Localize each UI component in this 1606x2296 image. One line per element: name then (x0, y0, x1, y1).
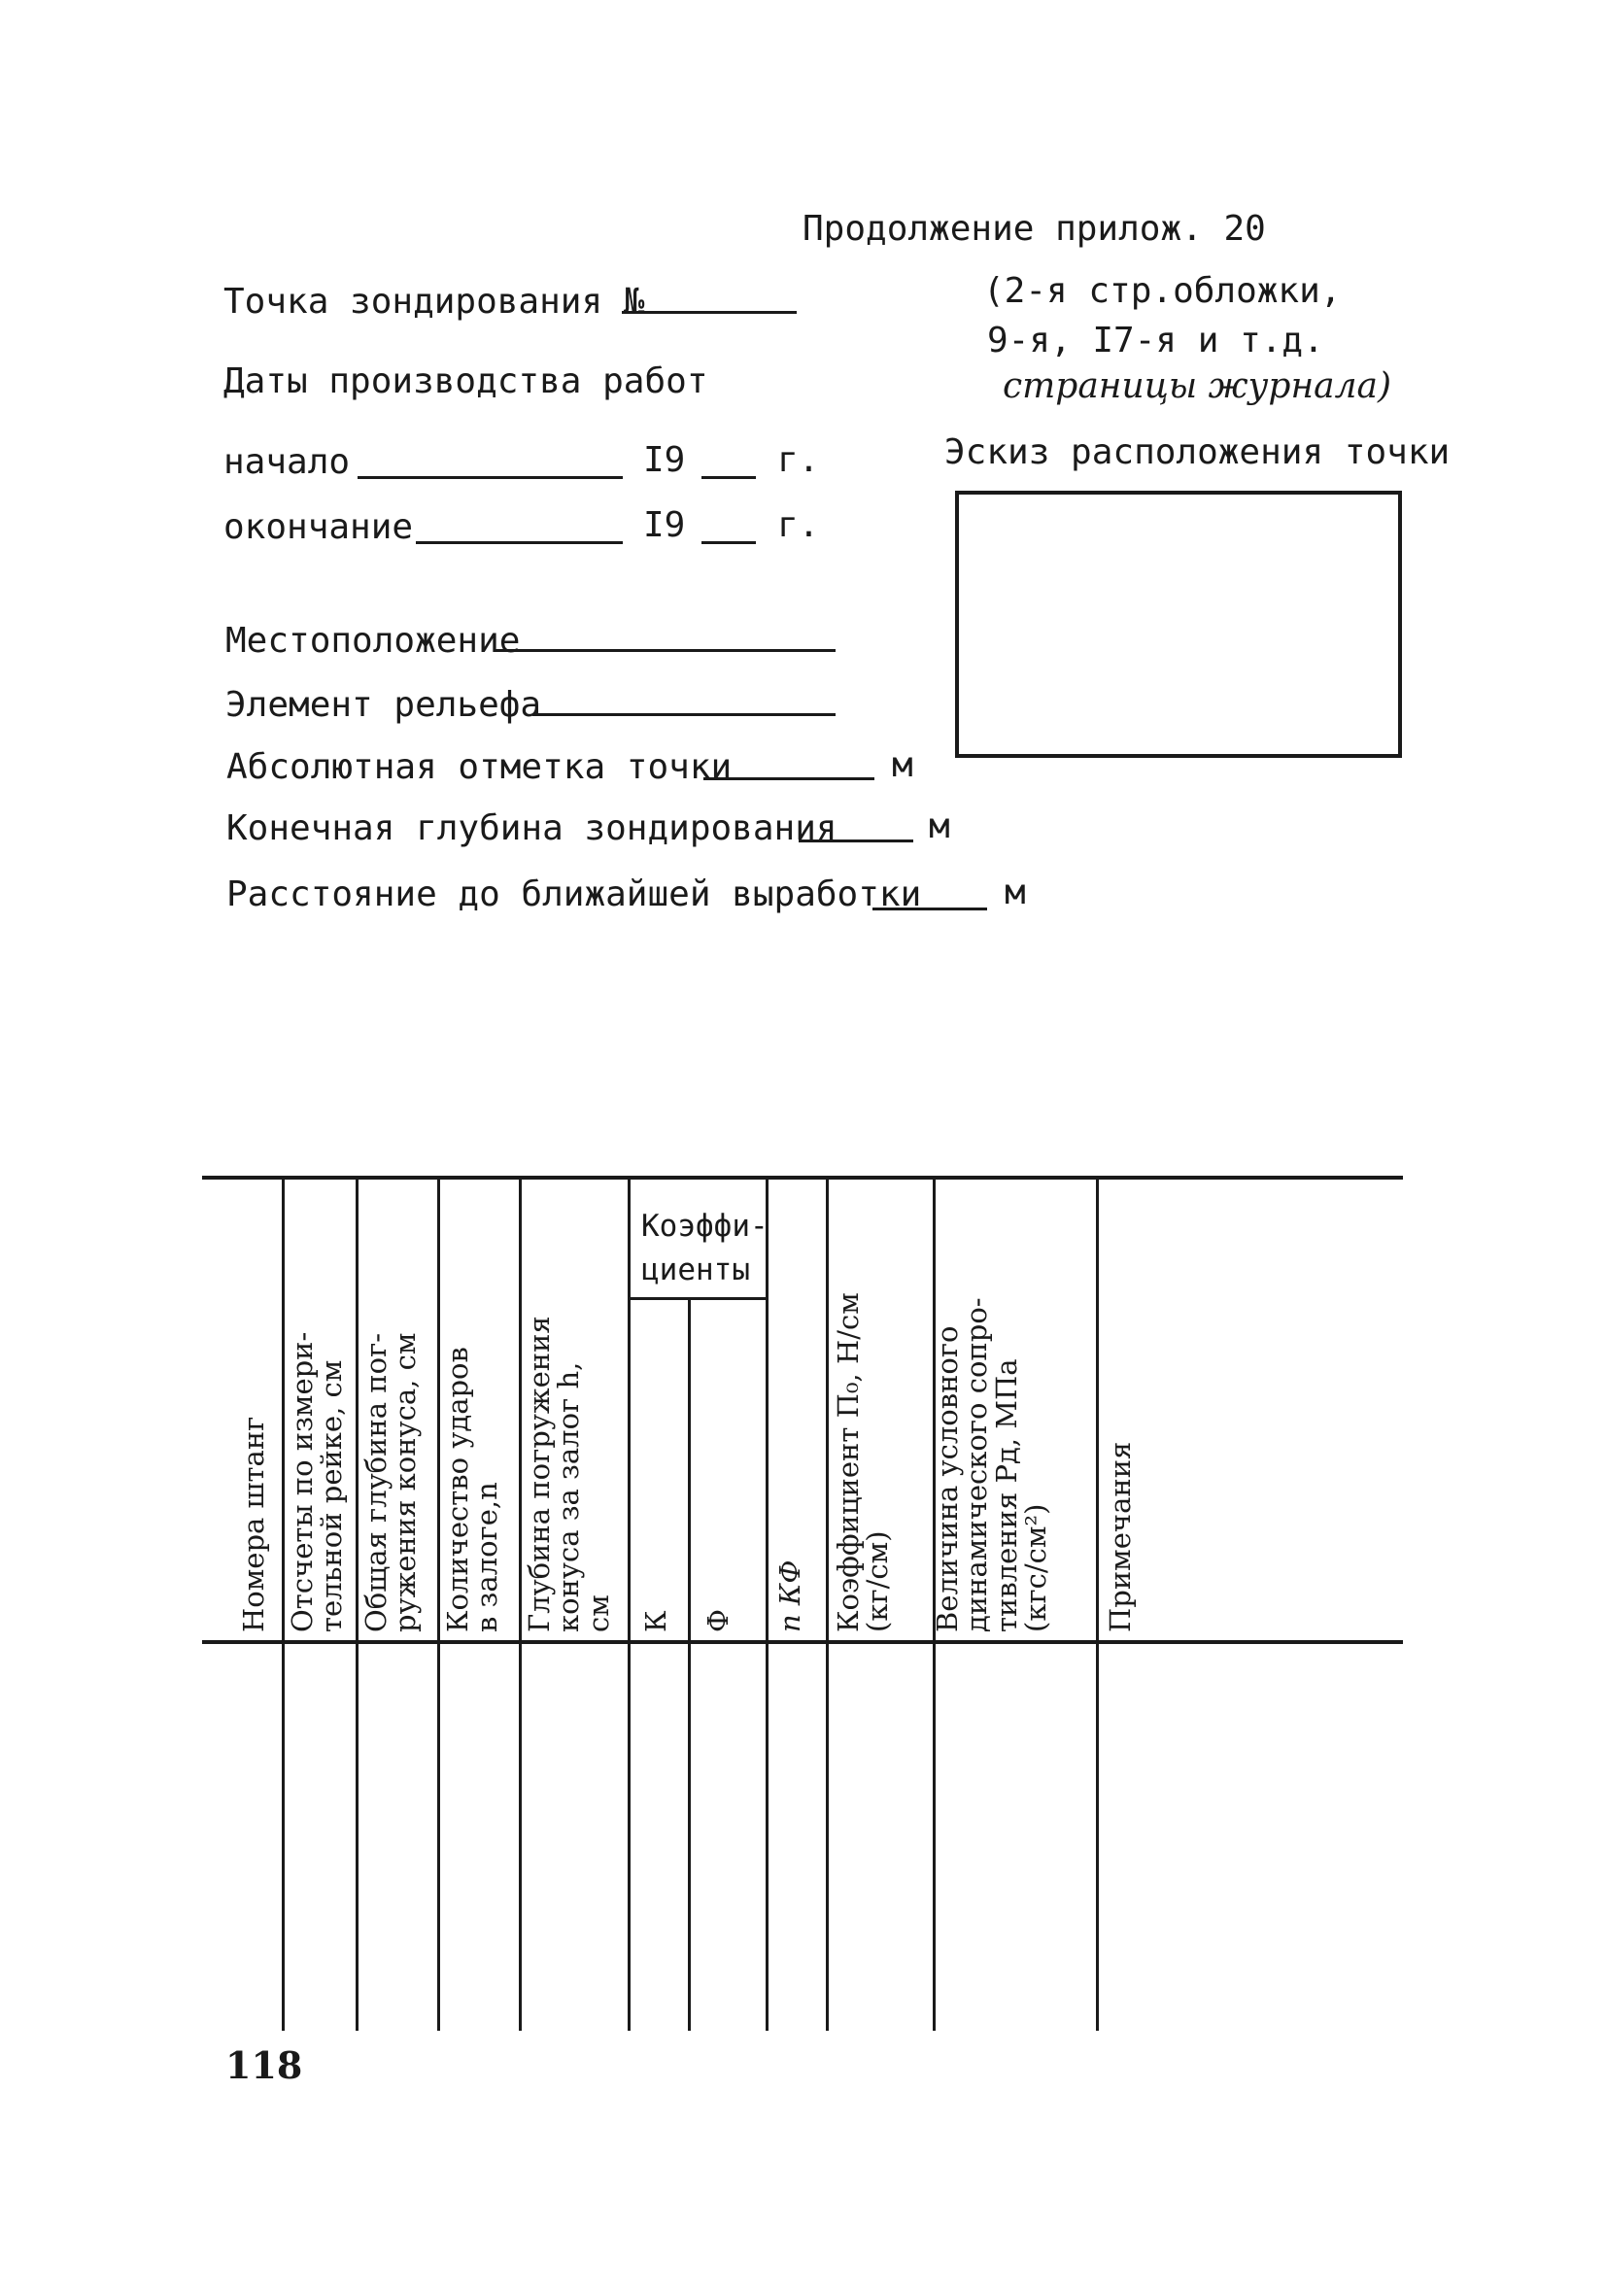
distance-field[interactable] (872, 908, 987, 910)
col-header-phi: Ф (701, 1608, 735, 1632)
relief-field[interactable] (532, 713, 836, 716)
point-number-label: Точка зондирования № (223, 282, 645, 322)
pages-note-line1: (2-я стр.обложки, (983, 271, 1342, 311)
work-dates-label: Даты производства работ (223, 361, 708, 401)
pages-note-line3: страницы журнала) (1003, 366, 1392, 406)
start-date-label: начало (223, 442, 351, 482)
distance-label: Расстояние до ближайшей выработки (226, 874, 922, 914)
abs-mark-field[interactable] (703, 777, 874, 780)
continuation-label: Продолжение прилож. 20 (803, 209, 1266, 249)
end-date-label: окончание (223, 507, 414, 547)
location-field[interactable] (494, 649, 836, 652)
end-year-suffix: г. (777, 505, 820, 545)
abs-mark-label: Абсолютная отметка точки (226, 747, 733, 787)
table-top-rule (202, 1176, 1403, 1180)
start-year-prefix: I9 (643, 440, 686, 480)
end-year-field[interactable] (701, 541, 756, 544)
start-year-field[interactable] (701, 476, 756, 479)
final-depth-label: Конечная глубина зондирования (226, 808, 837, 848)
end-date-field[interactable] (416, 541, 623, 544)
col-divider-2 (356, 1178, 359, 2031)
final-depth-unit: м (929, 806, 950, 846)
distance-unit: м (1005, 873, 1026, 912)
col-divider-7 (766, 1178, 769, 2031)
end-year-prefix: I9 (643, 505, 686, 545)
col-header-notes: Примечания (1104, 1441, 1137, 1632)
pages-note-line2: 9-я, I7-я и т.д. (987, 321, 1324, 360)
col-header-dynamic-resistance: Величина условного динамического сопро- тивления Рд, МПа (кгс/см²) (931, 1297, 1053, 1632)
page-number: 118 (225, 2043, 303, 2087)
col-divider-5 (628, 1178, 631, 2031)
start-year-suffix: г. (777, 440, 820, 480)
col-divider-3 (437, 1178, 440, 2031)
location-label: Местоположение (225, 621, 521, 661)
col-header-total-depth: Общая глубина пог- ружения конуса, см (359, 1332, 423, 1632)
col-header-blow-count: Количество ударов в залоге,n (441, 1347, 504, 1632)
col-header-penetration-per-series: Глубина погружения конуса за залог h, см (523, 1316, 615, 1632)
relief-label: Элемент рельефа (225, 685, 542, 725)
coeff-group-rule (630, 1297, 766, 1300)
abs-mark-unit: м (892, 745, 913, 785)
sketch-label: Эскиз расположения точки (944, 432, 1451, 472)
col-divider-4 (519, 1178, 522, 2031)
final-depth-field[interactable] (799, 840, 913, 842)
col-divider-1 (282, 1178, 285, 2031)
col-divider-8 (826, 1178, 829, 2031)
col-divider-10 (1096, 1178, 1099, 2031)
col-header-coefficient-p0: Коэффициент П₀, Н/см (кг/см) (832, 1292, 895, 1632)
coeff-group-header: Коэффи- циенты (641, 1209, 769, 1287)
col-divider-6 (688, 1299, 691, 2031)
col-header-rail-readings: Отсчеты по измери- тельной рейке, см (286, 1331, 349, 1632)
point-number-field[interactable] (622, 311, 797, 314)
table-header-bottom-rule (202, 1640, 1403, 1644)
start-date-field[interactable] (358, 476, 623, 479)
col-header-rod-numbers: Номера штанг (237, 1416, 270, 1632)
col-header-nkf: n КФ (773, 1559, 806, 1632)
col-header-k: К (639, 1610, 672, 1632)
sketch-box[interactable] (955, 491, 1402, 758)
